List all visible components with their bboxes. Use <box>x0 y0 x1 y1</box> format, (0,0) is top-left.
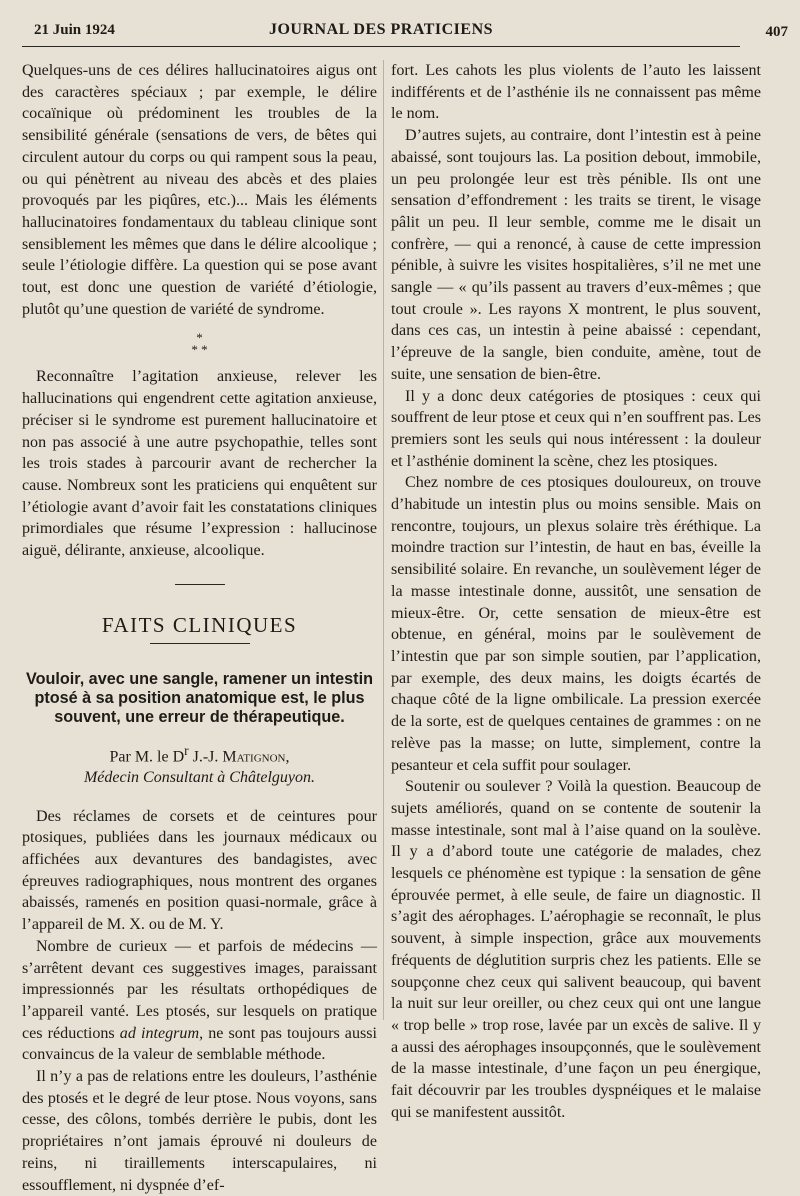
paragraph: Reconnaître l’agitation anxieuse, relever les hallucinations qui engendrent cette agitation anxieuse, préciser si le syndrome est purement hallucinatoire et non pas associé à une autre psychopathie, telles sont les trois stades à parcourir avant de rechercher la cause. Nombreux sont les praticiens qui enquêtent sur l’étiologie avant d’avoir fait les constatations cliniques primordiales que résume l’expression : hallucinose aiguë, délirante, anxieuse, alcoolique. <box>22 368 377 560</box>
paragraph: D’autres sujets, au contraire, dont l’intestin est à peine abaissé, sont toujours las. La position debout, immobile, un peu prolongée leur est très pénible. Ils ont une sensation d’effondrement : les traits se tirent, le visage pâlit un peu. Il leur semble, comme me le disait un confrère, — qui a renoncé, à cause de cette impression pénible, à suivre les visites hospitalières, s’il ne met une sangle — « qu’ils passent au travers d’eux-mêmes ; que tout croule ». Les rayons X montrent, le plus souvent, dans ces cas, un intestin à peine abaissé : cependant, l’épreuve de la sangle, bien conduite, amène, tout de suite, une sensation de bien-être. <box>391 127 761 383</box>
issue-date: 21 Juin 1924 <box>34 22 115 38</box>
paragraph: Chez nombre de ces ptosiques douloureux, on trouve d’habitude un intestin plus ou moins sensible. Mais on rencontre, toujours, un plexus solaire très éréthique. La moindre traction sur l’intestin, de haut en bas, éveille la sensibilité solaire. En revanche, un soulèvement léger de la masse intestinale donne, aussitôt, une sensation de mieux-être. Or, cette sensation de mieux-être est obtenue, en général, moins par le soulèvement de l’intestin que par son simple soutien, par l’application, par exemple, des deux mains, les doigts écartés de chaque côté de la ligne ombilicale. La pression exercée de la sorte, est de quelques centaines de grammes : on ne relève pas la masse; on lutte, simplement, contre la pesanteur et cela suffit pour soulager. <box>391 474 761 774</box>
asterism-separator: * * * <box>191 330 208 358</box>
section-underline <box>150 643 250 645</box>
column-divider <box>383 60 384 1020</box>
paragraph: fort. Les cahots les plus violents de l’auto les laissent indifférents et de l’asthénie ils ne connaissent pas même le nom. <box>391 62 761 123</box>
section-title: FAITS CLINIQUES <box>101 612 298 637</box>
author-name: J.-J. Matignon, <box>192 748 290 766</box>
paragraph: Des réclames de corsets et de ceintures pour ptosiques, publiées dans les journaux médicaux ou affichées aux devantures des bandagistes, avec épreuves radiographiques, nous montrent des organes abaissés, ramenés en position quasi-normale, grâce à l’appareil de M. X. ou de M. Y. <box>22 807 377 934</box>
journal-title: JOURNAL DES PRATICIENS <box>268 21 494 38</box>
divider-rule <box>175 584 225 585</box>
paragraph: Nombre de curieux — et parfois de médecins — s’arrêtent devant ces suggestives images, paraissant impressionnés par les résultats orthopédiques de l’appareil vanté. Les ptosés, sur lesquels on pratique ces réductions ad integrum, ne sont pas toujours aussi convaincus de la valeur de semblable méthode. <box>22 937 377 1064</box>
left-column <box>22 60 377 1196</box>
paragraph: Quelques-uns de ces délires hallucinatoires aigus ont des caractères spéciaux ; par exemple, le délire cocaïnique où prédominent les troubles de la sensibilité générale (sensations de vers, de bêtes qui circulent autour du corps ou qui rampent sous la peau, ou qui pénètrent au niveau des abcès et des plaies provoqués par les piqûres, etc.)... Mais les éléments hallucinatoires fondamentaux du tableau clinique sont sensiblement les mêmes que dans le délire alcoolique ; seule l’étiologie diffère. La question qui se pose avant tout, est donc une question de variété d’étiologie, plutôt qu’une question de variété de syndrome. <box>22 62 377 318</box>
page-number: 407 <box>765 24 788 40</box>
byline: Par M. le $D^r$ J.-J. Matignon, <box>109 743 290 766</box>
article-title: Vouloir, avec une sangle, ramener un intestin ptosé à sa position anatomique est, le plus souvent, une erreur de thérapeutique. <box>26 670 373 727</box>
paragraph: Soutenir ou soulever ? Voilà la question. Beaucoup de sujets améliorés, quand on se contente de soutenir la masse intestinale, sont mal à l’aise quand on la soulève. Il y a d’abord toute une catégorie de malades, chez lesquels ce phénomène est typique : la sensation de gêne éprouvée permet, à elle seule, de faire un diagnostic. Il s’agit des aérophages. L’aérophagie se reconnaît, le plus souvent, à simple inspection, grâce aux mouvements fréquents de déglutition surpris chez les patients. Elle se soupçonne chez ceux qui salivent beaucoup, qui bavent la nuit sur leur oreiller, ou chez ceux qui ont une langue « trop belle » trop rose, lavée par un excès de salive. Il y a aussi des aérophages insoupçonnés, que le soulèvement de la masse intestinale, d’une façon un peu énergique, fait découvrir par les troubles dyspnéiques et le malaise qui se manifestent aussitôt. <box>391 778 761 1121</box>
paragraph: Il n’y a pas de relations entre les douleurs, l’asthénie des ptosés et le degré de leur ptose. Nous voyons, sans cesse, des côlons, tombés derrière le pubis, dont les propriétaires n’ont jamais éprouvé ni douleurs de reins, ni tiraillements interscapulaires, ni essoufflement, ni dyspnée d’ef- <box>22 1068 377 1194</box>
paragraph: Il y a donc deux catégories de ptosiques : ceux qui souffrent de leur ptose et ceux qui n’en souffrent pas. Les premiers sont les seuls qui nous intéressent : la douleur et l’asthénie dominent la scène, chez les ptosiques. <box>391 387 761 470</box>
author-affiliation: Médecin Consultant à Châtelguyon. <box>83 768 316 786</box>
page-header <box>22 18 788 47</box>
right-column <box>391 60 761 1123</box>
